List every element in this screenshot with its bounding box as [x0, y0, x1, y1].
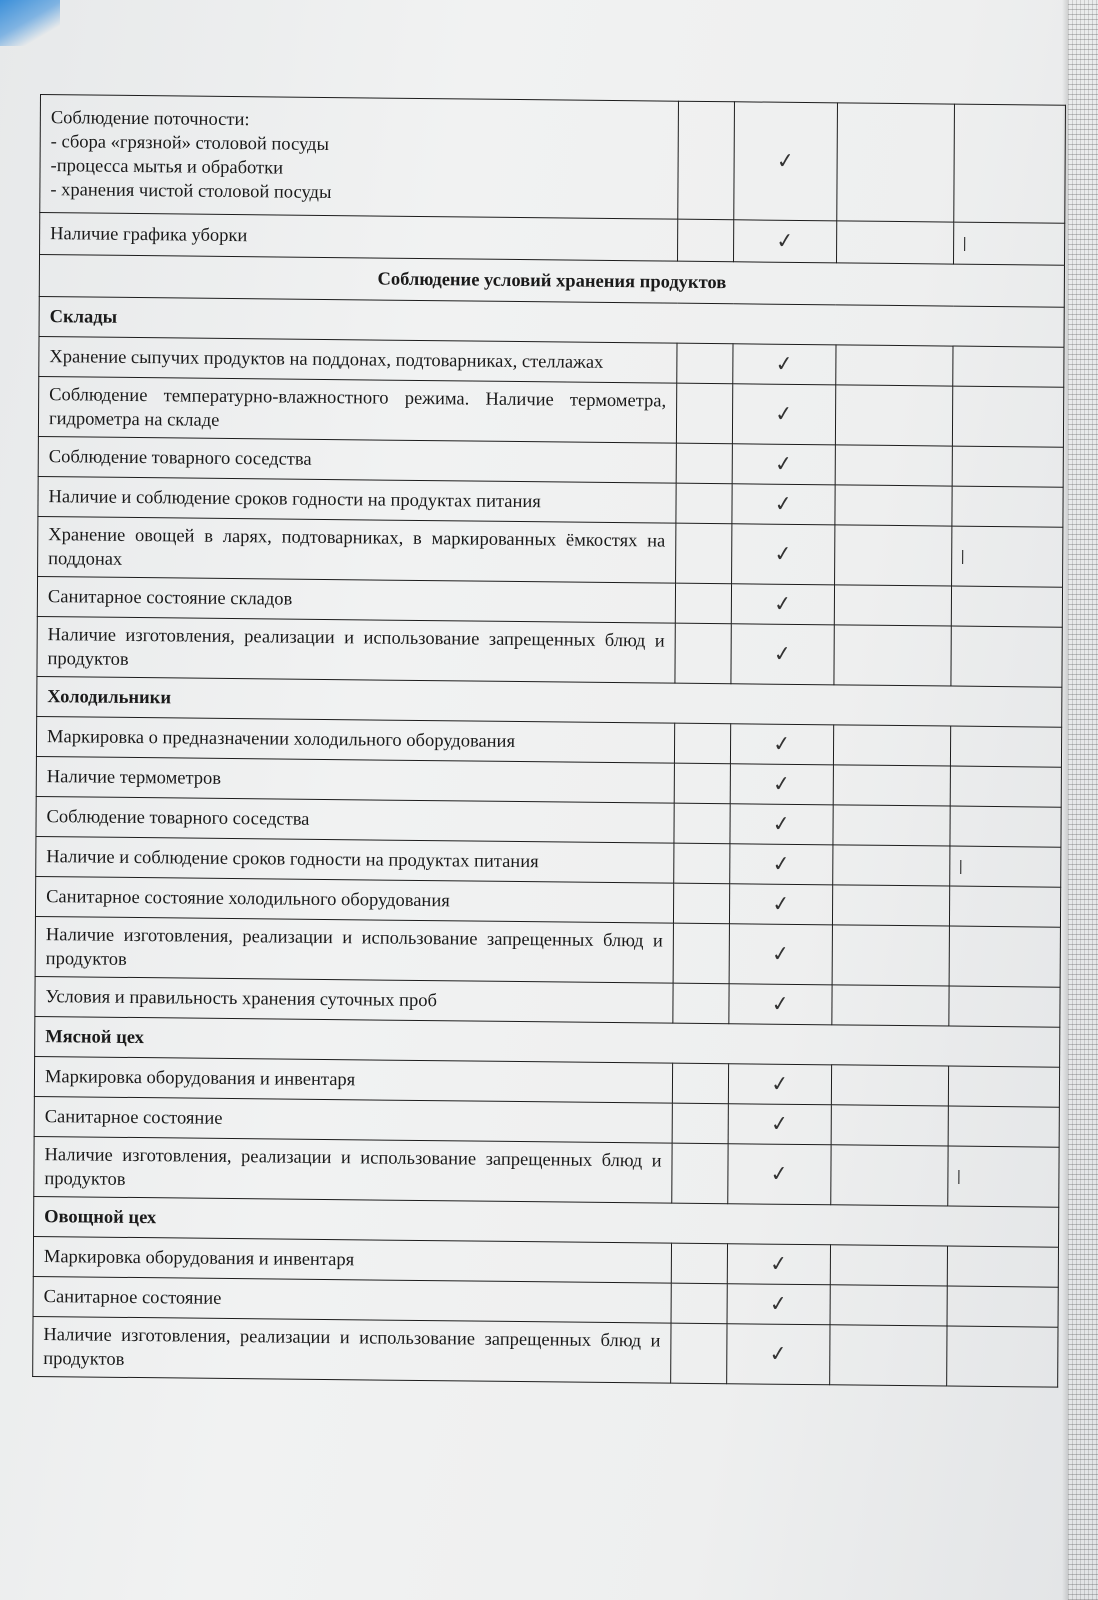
checkmark-cell — [732, 484, 835, 525]
criterion-cell — [37, 576, 675, 623]
criterion-cell — [35, 916, 673, 983]
criterion-text: Маркировка оборудования и инвентаря — [44, 1066, 356, 1090]
tick-cell — [950, 846, 1061, 887]
empty-cell — [676, 483, 733, 524]
criterion-text: Наличие термометров — [46, 766, 222, 789]
checkmark-cell — [729, 984, 832, 1025]
checkmark-icon: ✓ — [775, 227, 796, 254]
criterion-cell — [38, 476, 676, 523]
empty-cell — [674, 763, 731, 804]
criterion-cell — [36, 836, 674, 883]
empty-cell — [831, 1065, 948, 1106]
checkmark-icon: ✓ — [771, 850, 792, 877]
empty-cell — [677, 343, 734, 384]
checkmark-cell — [732, 584, 835, 625]
criterion-cell — [37, 616, 675, 683]
empty-cell — [836, 345, 953, 386]
checkmark-cell — [731, 764, 834, 805]
criterion-cell — [40, 95, 679, 220]
empty-cell — [832, 885, 949, 926]
empty-cell — [671, 1283, 728, 1324]
empty-cell — [832, 985, 949, 1026]
checkmark-cell — [733, 444, 836, 485]
empty-cell — [835, 385, 953, 446]
empty-cell — [833, 805, 950, 846]
criterion-text: Соблюдение товарного соседства — [46, 806, 310, 830]
tick-cell — [949, 926, 1060, 987]
empty-cell — [833, 725, 950, 766]
criterion-cell — [39, 336, 677, 383]
checkmark-cell — [730, 884, 833, 925]
table-row — [33, 1316, 1058, 1387]
criterion-line: -процесса мытья и обработки — [50, 155, 284, 179]
tick-cell — [948, 1146, 1059, 1207]
tick-cell — [948, 1066, 1059, 1107]
tick-cell — [950, 886, 1061, 927]
criterion-text: Наличие изготовления, реализации и использование запрещенных блюд и продуктов — [43, 1324, 661, 1370]
criterion-text: Наличие изготовления, реализации и использование запрещенных блюд и продуктов — [44, 1144, 662, 1190]
tick-cell — [953, 346, 1064, 387]
empty-cell — [673, 983, 730, 1024]
table-row — [40, 95, 1066, 224]
empty-cell — [837, 103, 955, 222]
tick-mark: | — [960, 548, 966, 565]
empty-cell — [835, 525, 953, 586]
table-row — [38, 376, 1063, 447]
page-edge — [1068, 0, 1098, 1600]
criterion-cell — [34, 1136, 672, 1203]
criterion-cell — [35, 876, 673, 923]
empty-cell — [835, 485, 952, 526]
empty-cell — [676, 523, 733, 584]
empty-cell — [830, 1325, 948, 1386]
checkmark-cell — [734, 220, 837, 263]
group-title: Склады — [39, 296, 1064, 347]
tick-cell — [947, 1326, 1058, 1387]
checkmark-cell — [728, 1244, 831, 1285]
empty-cell — [833, 765, 950, 806]
empty-cell — [832, 925, 950, 986]
inspection-checklist — [32, 94, 1066, 1388]
empty-cell — [671, 1243, 728, 1284]
checkmark-icon: ✓ — [773, 540, 794, 567]
criterion-cell — [38, 516, 676, 583]
criterion-text: Санитарное состояние — [44, 1106, 223, 1129]
empty-cell — [672, 1103, 729, 1144]
criterion-cell — [36, 796, 674, 843]
table-row — [37, 616, 1062, 687]
empty-cell — [834, 585, 951, 626]
checklist-body — [33, 95, 1066, 1388]
checkmark-icon: ✓ — [769, 1250, 790, 1277]
tick-cell — [950, 806, 1061, 847]
criterion-cell — [34, 1096, 672, 1143]
checkmark-icon: ✓ — [773, 490, 794, 517]
empty-cell — [674, 843, 731, 884]
checkmark-icon: ✓ — [775, 147, 796, 174]
criterion-cell — [35, 976, 673, 1023]
group-title: Мясной цех — [35, 1016, 1060, 1067]
criterion-line: Соблюдение поточности: — [50, 107, 250, 130]
empty-cell — [675, 623, 732, 684]
checkmark-icon: ✓ — [768, 1290, 789, 1317]
checkmark-cell — [727, 1324, 830, 1385]
criterion-cell — [36, 756, 674, 803]
empty-cell — [830, 1245, 947, 1286]
empty-cell — [674, 803, 731, 844]
empty-cell — [672, 1143, 729, 1204]
table-row — [35, 916, 1060, 987]
tick-cell — [952, 486, 1063, 527]
empty-cell — [673, 923, 730, 984]
criterion-cell — [40, 212, 678, 261]
checkmark-cell — [728, 1144, 831, 1205]
criterion-text: Условия и правильность хранения суточных проб — [45, 986, 437, 1011]
checkmark-icon: ✓ — [772, 770, 792, 797]
checkmark-cell — [730, 804, 833, 845]
empty-cell — [676, 443, 733, 484]
tick-cell — [951, 626, 1062, 687]
checkmark-cell — [727, 1284, 830, 1325]
empty-cell — [835, 445, 952, 486]
criterion-cell — [38, 436, 676, 483]
tick-cell — [952, 526, 1063, 587]
checkmark-icon: ✓ — [768, 1340, 789, 1367]
group-title: Холодильники — [37, 676, 1062, 727]
criterion-line: - сбора «грязной» столовой посуды — [50, 131, 329, 155]
checkmark-cell — [731, 724, 834, 765]
checkmark-icon: ✓ — [774, 400, 795, 427]
checkmark-icon: ✓ — [773, 590, 794, 617]
checkmark-cell — [732, 524, 835, 585]
criterion-text: Маркировка оборудования и инвентаря — [43, 1246, 355, 1270]
criterion-text: Хранение овощей в ларях, подтоварниках, в маркированных ёмкостях на поддонах — [48, 524, 666, 570]
criterion-text: Маркировка о предназначении холодильного оборудования — [47, 726, 516, 752]
checkmark-cell — [733, 384, 836, 445]
criterion-text: Наличие изготовления, реализации и использование запрещенных блюд и продуктов — [45, 924, 663, 970]
checkmark-icon: ✓ — [770, 990, 791, 1017]
tick-cell — [951, 586, 1062, 627]
checkmark-icon: ✓ — [772, 730, 793, 757]
criterion-text: Санитарное состояние складов — [47, 586, 293, 610]
tick-cell — [954, 222, 1065, 265]
empty-cell — [676, 383, 733, 444]
group-title: Овощной цех — [34, 1196, 1059, 1247]
checkmark-icon: ✓ — [769, 1160, 790, 1187]
criterion-text: Наличие изготовления, реализации и использование запрещенных блюд и продуктов — [47, 624, 665, 670]
empty-cell — [673, 883, 730, 924]
tick-cell — [950, 766, 1061, 807]
checkmark-icon: ✓ — [770, 1110, 790, 1137]
tick-mark: | — [962, 235, 968, 252]
criterion-line: - хранения чистой столовой посуды — [50, 179, 332, 203]
criterion-cell — [36, 716, 674, 763]
table-row — [38, 516, 1063, 587]
criterion-text: Соблюдение товарного соседства — [48, 446, 312, 470]
criterion-text: Наличие и соблюдение сроков годности на продуктах питания — [48, 486, 541, 512]
table-row — [34, 1136, 1059, 1207]
criterion-cell — [38, 376, 676, 443]
criterion-line: Наличие графика уборки — [50, 223, 248, 246]
criterion-text: Соблюдение температурно-влажностного режима. Наличие термометра, гидрометра на складе — [48, 384, 667, 431]
tick-cell — [951, 726, 1062, 767]
tick-cell — [948, 1106, 1059, 1147]
empty-cell — [836, 221, 953, 264]
empty-cell — [672, 1063, 729, 1104]
checkmark-icon: ✓ — [774, 450, 794, 477]
tick-cell — [954, 104, 1066, 223]
empty-cell — [678, 101, 735, 220]
tick-cell — [953, 386, 1064, 447]
empty-cell — [833, 845, 950, 886]
checkmark-cell — [730, 924, 833, 985]
criterion-cell — [33, 1276, 671, 1323]
tick-cell — [947, 1246, 1058, 1287]
criterion-text: Санитарное состояние холодильного оборудования — [46, 886, 450, 911]
empty-cell — [675, 583, 732, 624]
empty-cell — [831, 1145, 949, 1206]
checkmark-icon: ✓ — [772, 640, 793, 667]
checkmark-icon: ✓ — [771, 890, 792, 917]
tick-cell — [952, 446, 1063, 487]
checkmark-cell — [729, 1064, 832, 1105]
checkmark-cell — [733, 344, 836, 385]
checkmark-cell — [731, 624, 834, 685]
tick-mark: | — [958, 858, 964, 875]
tick-cell — [947, 1286, 1058, 1327]
empty-cell — [678, 219, 735, 262]
criterion-text: Хранение сыпучих продуктов на поддонах, подтоварниках, стеллажах — [49, 346, 604, 373]
empty-cell — [834, 625, 952, 686]
criterion-text: Наличие и соблюдение сроков годности на продуктах питания — [46, 846, 539, 872]
empty-cell — [830, 1285, 947, 1326]
criterion-cell — [33, 1236, 671, 1283]
section-title: Соблюдение условий хранения продуктов — [39, 254, 1064, 307]
criterion-cell — [34, 1056, 672, 1103]
checkmark-cell — [730, 844, 833, 885]
empty-cell — [831, 1105, 948, 1146]
empty-cell — [671, 1323, 728, 1384]
criterion-text: Санитарное состояние — [43, 1286, 222, 1309]
checkmark-icon: ✓ — [771, 940, 791, 967]
checkmark-cell — [734, 102, 837, 221]
checkmark-cell — [729, 1104, 832, 1145]
checkmark-icon: ✓ — [774, 350, 795, 377]
empty-cell — [674, 723, 731, 764]
background-corner — [0, 0, 60, 46]
tick-mark: | — [956, 1168, 962, 1185]
criterion-cell — [33, 1316, 671, 1383]
checkmark-icon: ✓ — [770, 1070, 791, 1097]
checkmark-icon: ✓ — [771, 810, 792, 837]
checklist-table — [32, 94, 1066, 1388]
tick-cell — [949, 986, 1060, 1027]
